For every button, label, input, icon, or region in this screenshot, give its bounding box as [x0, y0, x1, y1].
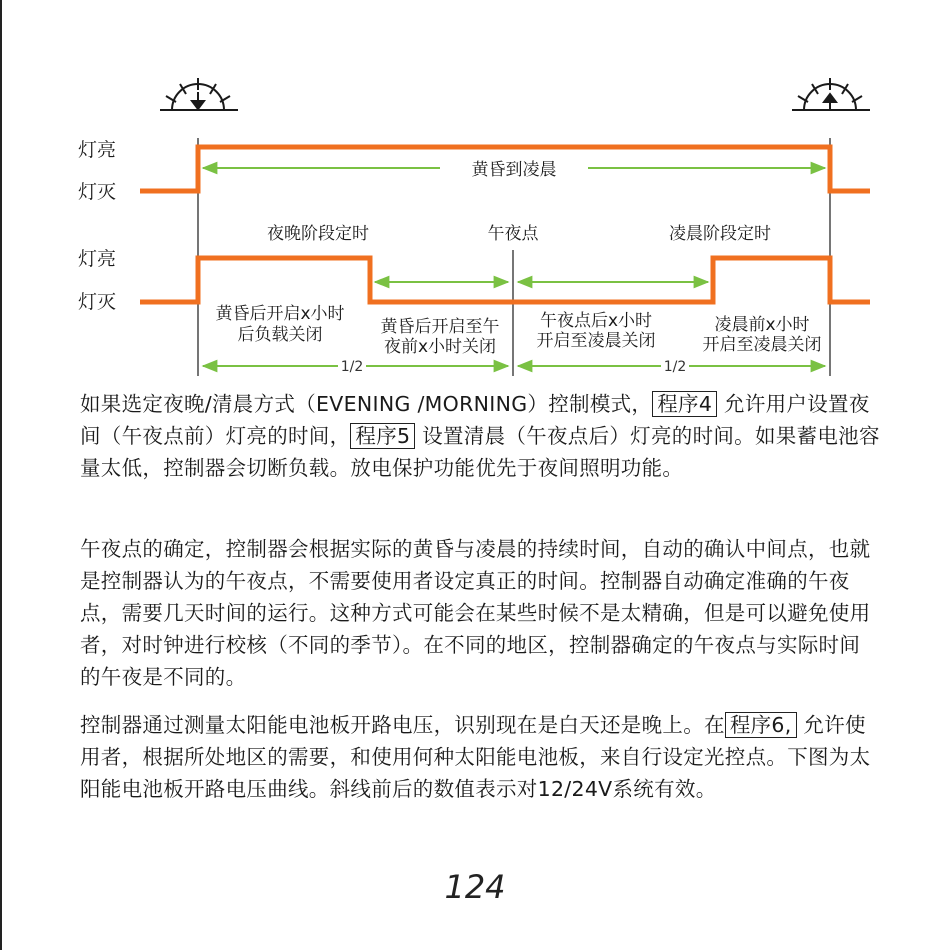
half-right-label: 1/2: [663, 359, 687, 375]
on-label-bottom: 灯亮: [78, 248, 117, 270]
half-left-label: 1/2: [340, 359, 364, 375]
p3-text-a: 控制器通过测量太阳能电池板开路电压，识别现在是白天还是晚上。在: [80, 713, 725, 737]
p1-text-c: 设置清晨（午夜点后）灯亮的时间。如果蓄电池容量太低，控制器会切断负载。放电保护功能优先于夜间照明功能。: [80, 424, 880, 480]
timing-diagram: [0, 0, 950, 380]
paragraph-light-control: [80, 709, 880, 805]
bottom-signal-waveform: [140, 258, 870, 302]
seg3-line1: 午夜点后x小时: [539, 311, 653, 331]
seg1-line1: 黄昏后开启x小时: [215, 304, 345, 324]
seg2-line1: 黄昏后开启至午: [380, 317, 500, 337]
sunrise-icon: [792, 78, 870, 110]
program-4-box: 程序4: [652, 391, 717, 417]
seg2-line2: 夜前x小时关闭: [383, 337, 497, 357]
page-number: 124: [444, 868, 506, 906]
sunset-icon: [160, 78, 238, 110]
top-arrow-label: 黄昏到凌晨: [471, 160, 557, 180]
off-label-bottom: 灯灭: [78, 291, 117, 313]
phase-evening-label: 夜晚阶段定时: [267, 224, 369, 244]
p1-text-b: 允许用户设置夜间（午夜点前）灯亮的时间，: [80, 392, 870, 448]
program-6-box: 程序6,: [725, 712, 797, 738]
program-5-box: 程序5: [350, 423, 415, 449]
p1-text-a: 如果选定夜晚/清晨方式（EVENING /MORNING）控制模式，: [80, 392, 653, 416]
paragraph-midnight-determination: 午夜点的确定，控制器会根据实际的黄昏与凌晨的持续时间，自动的确认中间点，也就是控制器认为的午夜点，不需要使用者设定真正的时间。控制器自动确定准确的午夜点，需要几天时间的运行。这种方式可能会在某些时候不是太精确，但是可以避免使用者，对时钟进行校核（不同的季节）。在不同的地区，控制器确定的午夜点与实际时间的午夜是不同的。: [80, 537, 871, 689]
paragraph-evening-morning-mode: [80, 388, 880, 484]
seg3-line2: 开启至凌晨关闭: [536, 331, 656, 351]
seg4-line1: 凌晨前x小时: [714, 315, 810, 335]
seg4-line2: 开启至凌晨关闭: [702, 335, 822, 355]
seg1-line2: 后负载关闭: [237, 325, 323, 345]
p3-text-b: 允许使用者，根据所处地区的需要，和使用何种太阳能电池板，来自行设定光控点。下图为太阳能电池板开路电压曲线。斜线前后的数值表示对12/24V系统有效。: [80, 713, 871, 801]
phase-midnight-label: 午夜点: [487, 224, 539, 244]
on-label-top: 灯亮: [78, 139, 117, 161]
off-label-top: 灯灭: [78, 181, 117, 203]
phase-morning-label: 凌晨阶段定时: [669, 224, 771, 244]
